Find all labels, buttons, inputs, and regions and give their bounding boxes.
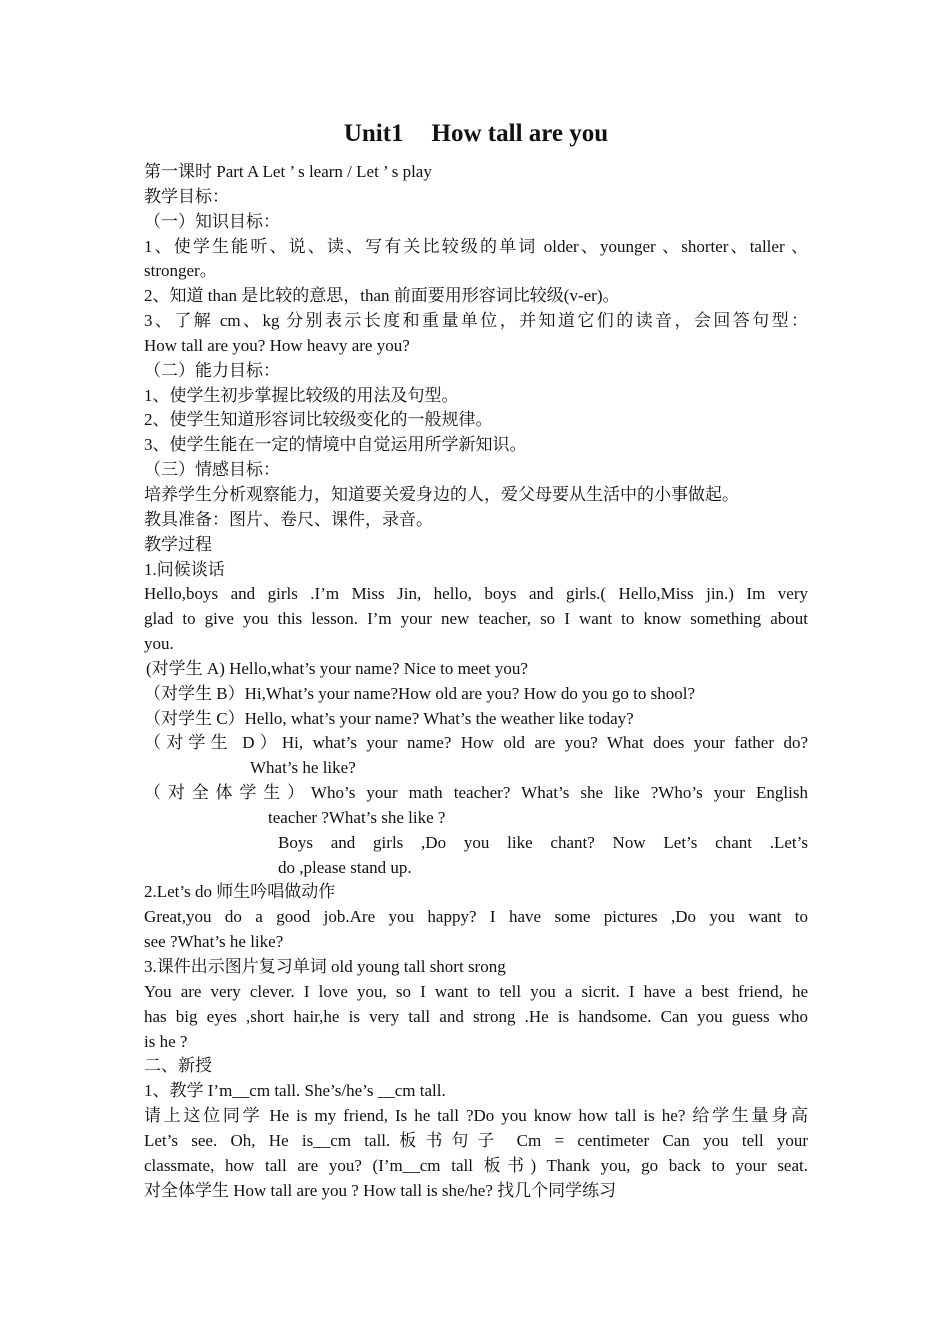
text-line: has big eyes ,short hair,he is very tall and strong .He is handsome. Can you guess who [144,1006,808,1026]
step-review-heading: 3.课件出示图片复习单词 old young tall short srong [144,957,506,976]
text-line: 对全体学生 How tall are you ? How tall is she/he? 找几个同学练习 [144,1180,617,1200]
text-line: classmate, how tall are you? (I’m__cm tall 板书) Thank you, go back to your seat. [144,1155,808,1175]
knowledge-objectives-heading: （一）知识目标： [144,211,280,231]
text-line: Great,you do a good job.Are you happy? I have some pictures ,Do you want to [144,907,808,927]
text-line: 3、了解 cm、kg 分别表示长度和重量单位，并知道它们的读音，会回答句型： [144,311,808,331]
dialogue-line: do ,please stand up. [278,857,412,877]
text-line: 2、使学生知道形容词比较级变化的一般规律。 [144,410,493,430]
dialogue-line: （对全体学生）Who’s your math teacher? What’s she like ?Who’s your English [144,783,808,803]
dialogue-line: （对学生 C）Hello, what’s your name? What’s the weather like today? [144,708,634,728]
text-line: 1、使学生初步掌握比较级的用法及句型。 [144,385,459,405]
text-line: 1、使学生能听、说、读、写有关比较级的单词 older、younger 、shorter、taller 、 [144,236,808,256]
title-topic: How tall are you [431,120,609,147]
new-lesson-heading: 二、新授 [144,1056,212,1076]
title-unit: Unit1 [343,120,404,147]
text-line: You are very clever. I love you, so I want to tell you a sicrit. I have a best friend, he [144,981,808,1001]
text-line: is he ? [144,1031,188,1051]
text-line: 1、教学 I’m__cm tall. She’s/he’s __cm tall. [144,1081,446,1101]
step-greeting-heading: 1.问候谈话 [144,559,225,579]
dialogue-line: What’s he like? [250,758,356,778]
text-line: Hello,boys and girls .I’m Miss Jin, hello, boys and girls.( Hello,Miss jin.) Im very [144,584,808,604]
objectives-heading: 教学目标： [144,186,229,206]
text-line: 3、使学生能在一定的情境中自觉运用所学新知识。 [144,435,527,455]
text-line: glad to give you this lesson. I’m your new teacher, so I want to know something about [144,609,808,629]
text-line: 请上这位同学 He is my friend, Is he tall ?Do you know how tall is he? 给学生量身高 [144,1106,808,1126]
text-line: Let’s see. Oh, He is__cm tall.板书句子 Cm = centimeter Can you tell your [144,1130,808,1150]
ability-objectives-heading: （二）能力目标： [144,360,280,380]
process-heading: 教学过程 [144,534,212,554]
text-line: see ?What’s he like? [144,932,284,952]
teaching-aids: 教具准备：图片、卷尺、课件，录音。 [144,509,433,529]
dialogue-line: （对学生 D）Hi, what’s your name? How old are you? What does your father do? [144,733,808,753]
emotion-objectives-heading: （三）情感目标： [144,460,280,480]
document-title [144,116,808,152]
text-line: stronger。 [144,261,217,281]
dialogue-line: teacher ?What’s she like ? [268,807,446,827]
dialogue-line: （对学生 B）Hi,What’s your name?How old are you? How do you go to shool? [144,683,695,703]
text-line: you. [144,634,174,654]
lesson-heading: 第一课时 Part A Let ’ s learn / Let ’ s play [144,162,432,181]
text-line: 2、知道 than 是比较的意思，than 前面要用形容词比较级(v-er)。 [144,286,620,306]
dialogue-line: Boys and girls ,Do you like chant? Now Let’s chant .Let’s [278,832,808,852]
step-lets-do-heading: 2.Let’s do 师生吟唱做动作 [144,882,336,902]
text-line: 培养学生分析观察能力，知道要关爱身边的人，爱父母要从生活中的小事做起。 [144,484,739,504]
text-line: How tall are you? How heavy are you? [144,335,410,355]
dialogue-line: (对学生 A) Hello,what’s your name? Nice to meet you? [146,658,528,678]
document-page [144,116,808,1203]
